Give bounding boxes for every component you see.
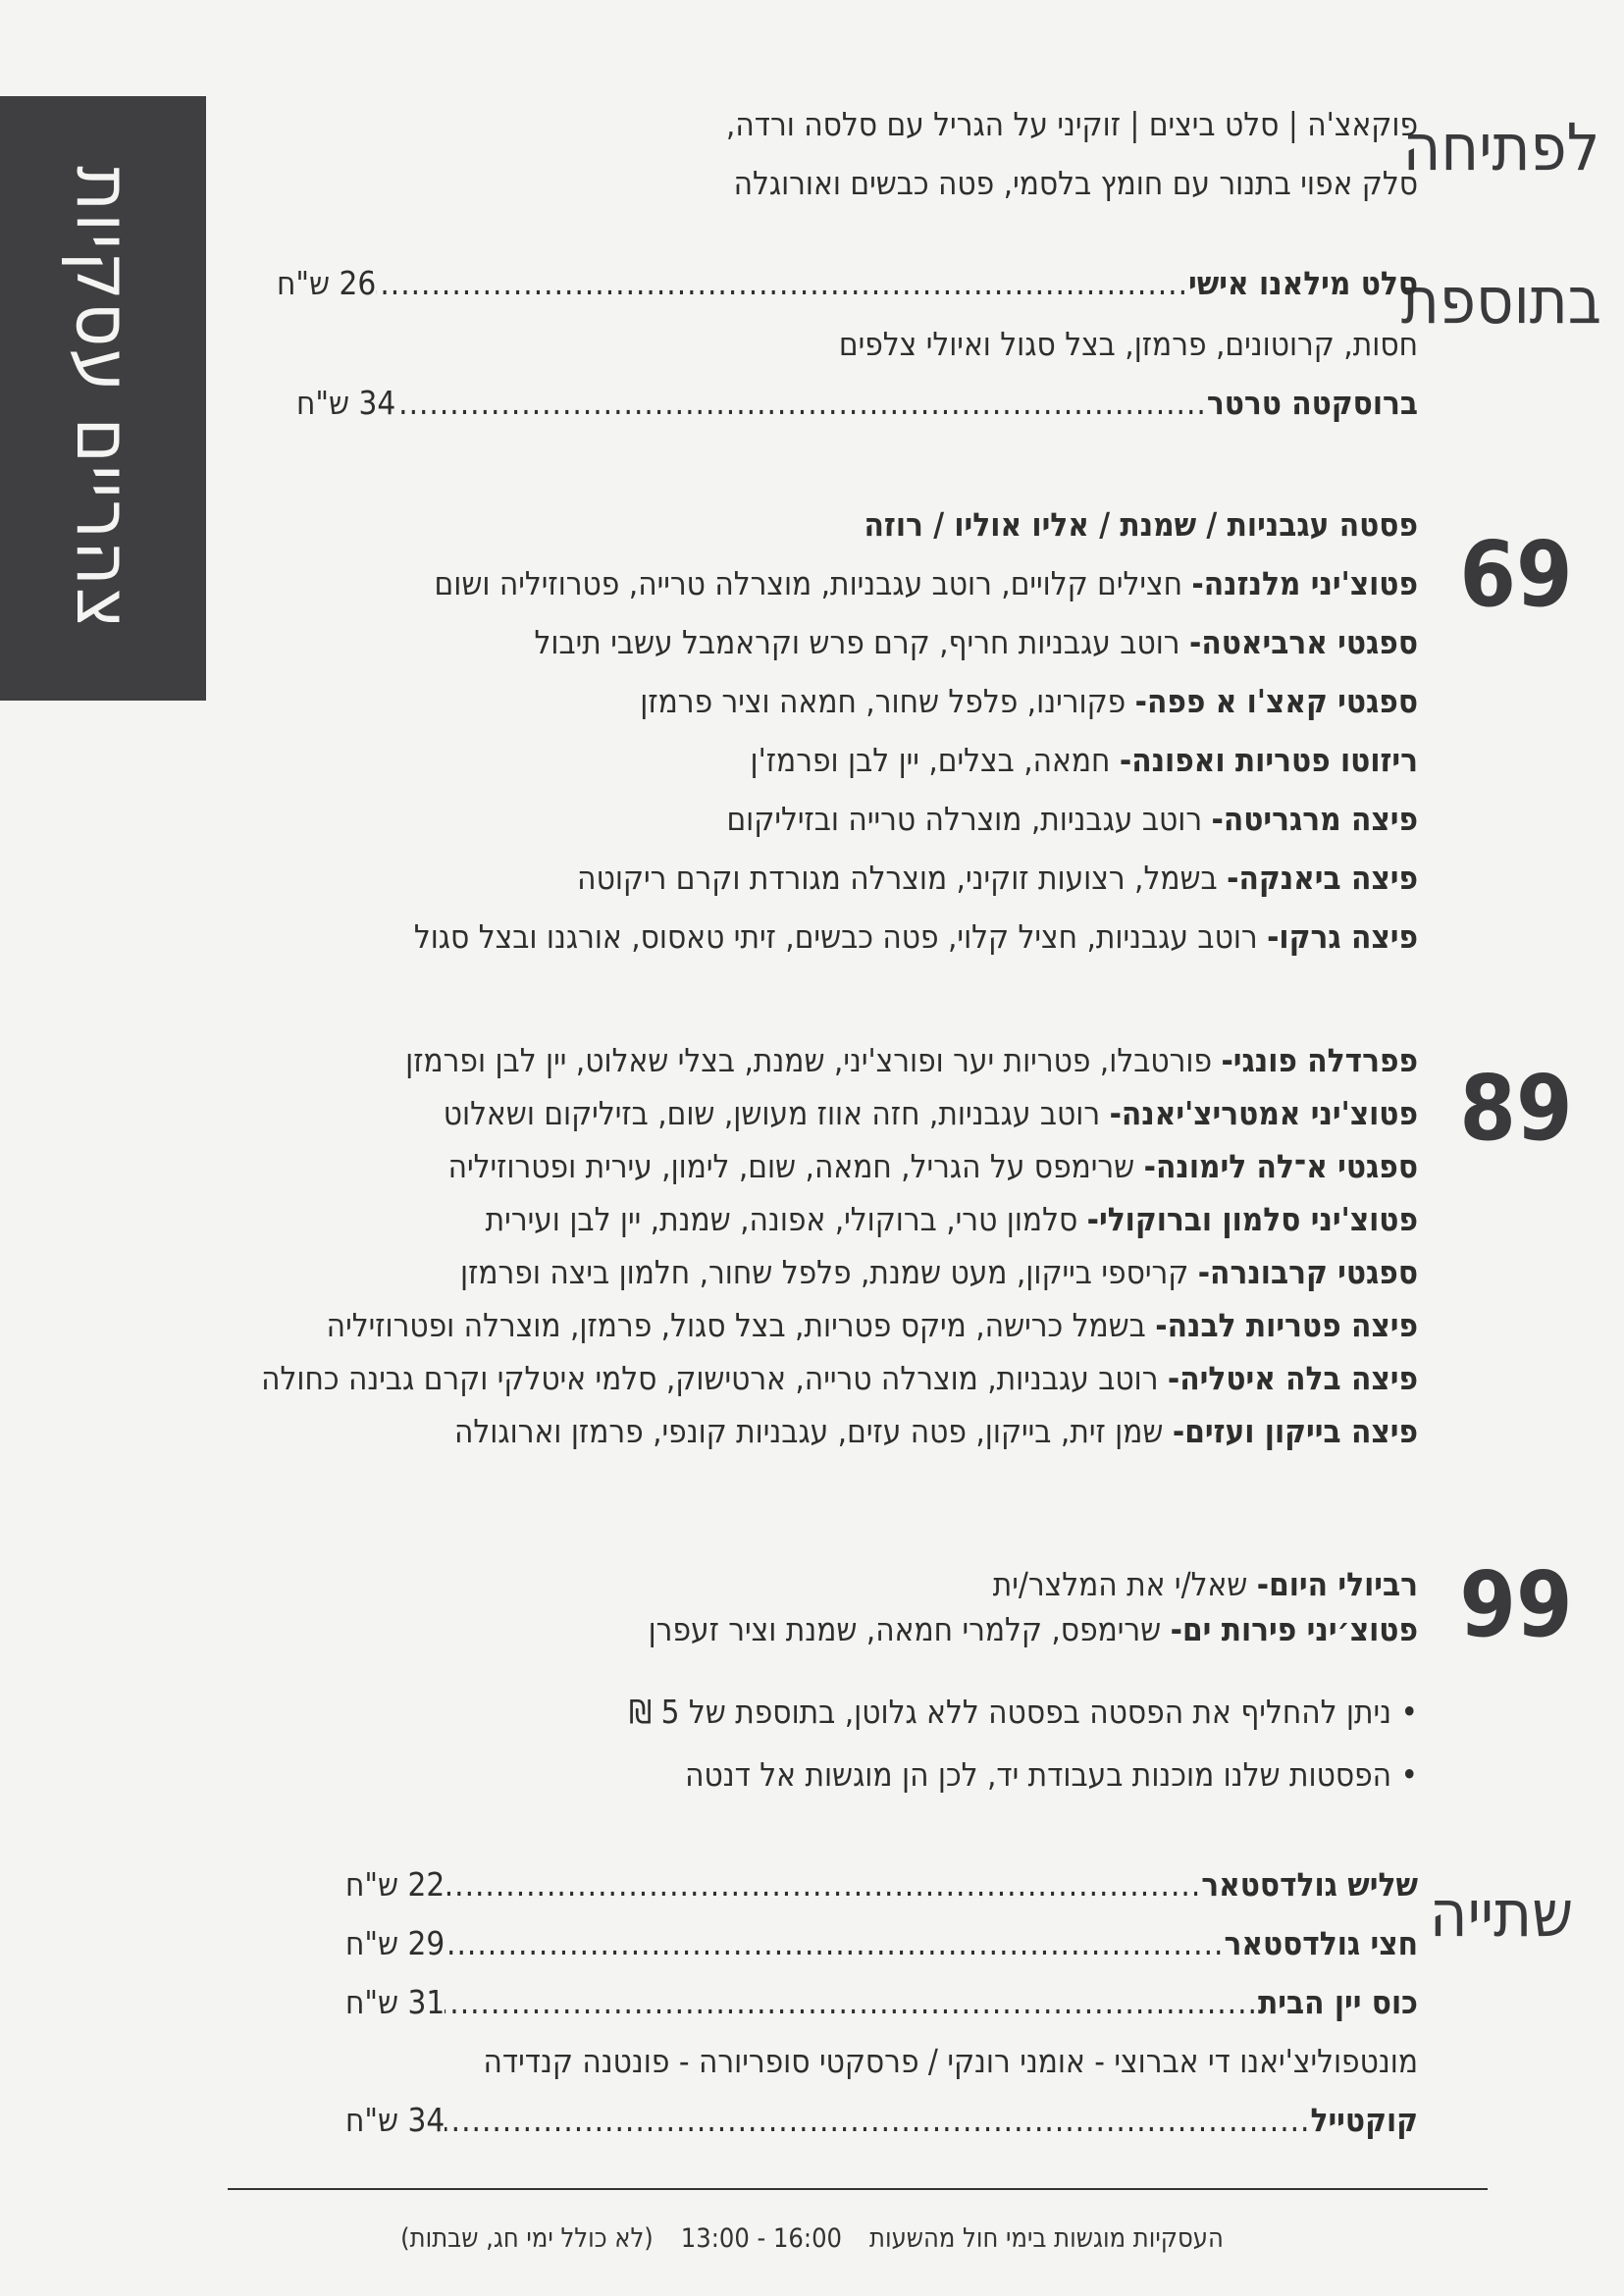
item-name: קוקטייל [1310,2101,1418,2139]
menu-item [993,1564,1418,1604]
item-desc: קריספי בייקון, מעט שמנת, פלפל שחור, חלמון ביצה ופרמזן [460,1253,1198,1291]
item-desc: שרימפס על הגריל, חמאה, שום, לימון, עירית ופטרוזיליה [447,1147,1144,1185]
item-name: ספגטי קאצ'ו א פפה- [1134,682,1418,720]
item-name: שליש גולדסטאר [1201,1865,1418,1904]
item-name: פיצה ביאנקה- [1227,859,1418,897]
item-price: 34 ש"ח [345,2101,445,2139]
item-name: כוס יין הבית [1257,1983,1418,2021]
menu-item [327,1305,1418,1345]
menu-item-bruschetta [292,383,1418,423]
menu-item [405,1040,1418,1080]
item-name: פטוצ'יני אמטריצ'יאנה- [1109,1094,1418,1132]
item-desc: רוטב עגבניות חריף, קרם פרש וקראמבל עשבי תיבול [534,623,1189,661]
note-gluten-free: • ניתן להחליף את הפסטה בפסטה ללא גלוטן, בתוספת של 5 ₪ [628,1693,1418,1731]
menu-item [414,916,1418,957]
item-price: 34 ש"ח [296,384,396,422]
footer-hours: 13:00 - 16:00 [680,2223,842,2254]
menu-item [486,1199,1418,1239]
item-name: פטוצ'יני מלנזנה- [1191,564,1418,602]
p69-header [864,504,1418,545]
section-label-drinks: שתייה [1429,1876,1574,1952]
item-price: 29 ש"ח [345,1924,445,1962]
menu-item [640,681,1418,721]
item-desc: חצילים קלויים, רוטב עגבניות, מוצרלה טרייה, פטרוזיליה ושום [434,564,1192,602]
item-desc: שרימפס, קלמרי חמאה, שמנת וציר זעפרן [648,1610,1171,1648]
footer-divider [228,2188,1488,2190]
item-name: ספגטי קרבונרה- [1197,1253,1418,1291]
drink-item [341,1864,1418,1905]
item-desc: בשמל, רצועות זוקיני, מוצרלה מגורדת וקרם ריקוטה [577,859,1228,897]
item-name: פיצה בייקון ועזים- [1172,1412,1418,1450]
item-name: פפרדלה פונגי- [1221,1041,1418,1079]
item-name: ריזוטו פטריות ואפונה- [1119,741,1418,779]
drink-item [341,1982,1418,2022]
item-desc: רוטב עגבניות, מוצרלה טרייה ובזיליקום [726,800,1212,838]
item-desc: רוטב עגבניות, מוצרלה טרייה, ארטישוק, סלמי איטלקי וקרם גבינה כחולה [261,1359,1168,1397]
menu-item [535,622,1418,662]
menu-item [435,563,1418,603]
side-title: צהריים עסקיות [59,166,147,631]
item-name: פטוצ'יני סלמון וברוקולי- [1086,1200,1418,1238]
menu-item [577,858,1418,898]
price-label-89: 89 [1459,1056,1573,1161]
leader-dots [445,1982,1258,2022]
item-name: פיצה גרקו- [1267,917,1418,956]
footer-exceptions: (לא כולל ימי חג, שבתות) [400,2223,654,2254]
item-desc: סלמון טרי, ברוקולי, אפונה, שמנת, יין לבן ועירית [485,1200,1087,1238]
item-price: 22 ש"ח [345,1865,445,1904]
menu-item [454,1411,1418,1451]
item-name: פיצה בלה איטליה- [1167,1359,1418,1397]
price-label-99: 99 [1459,1552,1573,1657]
item-name: פיצה מרגריטה- [1211,800,1418,838]
item-price: 26 ש"ח [277,264,377,302]
item-desc: פורטבלו, פטריות יער ופורצ'יני, שמנת, בצלי שאלוט, יין לבן ופרמזן [405,1041,1222,1079]
opening-line-2: סלק אפוי בתנור עם חומץ בלסמי, פטה כבשים ואורוגלה [733,164,1418,202]
item-desc: רוטב עגבניות, חזה אווז מעושן, שום, בזיליקום ושאלוט [443,1094,1110,1132]
leader-dots [376,263,1188,303]
item-name: סלט מילאנו אישי [1188,264,1418,302]
item-desc: חמאה, בצלים, יין לבן ופרמז'ן [750,741,1120,779]
item-name: פיצה פטריות לבנה- [1155,1306,1418,1344]
price-label-69: 69 [1459,522,1573,627]
leader-dots [395,383,1207,423]
menu-item [751,740,1418,780]
leader-dots [445,1864,1201,1905]
menu-item-milano-salad [273,263,1418,303]
item-name: חצי גולדסטאר [1224,1924,1418,1962]
drink-item-cocktail [341,2100,1418,2140]
item-desc: שאל/י את המלצר/ית [992,1565,1257,1603]
item-desc: שמן זית, בייקון, פטה עזים, עגבניות קונפי, פרמזן וארוגולה [454,1412,1173,1450]
item-name: פטוצ׳יני פירות ים- [1170,1610,1418,1648]
milano-salad-description: חסות, קרוטונים, פרמזן, בצל סגול ואיולי צלפים [838,325,1418,363]
menu-item [460,1252,1418,1292]
item-name: ספגטי ארביאטה- [1189,623,1418,661]
item-desc: פקורינו, פלפל שחור, חמאה וציר פרמזן [640,682,1135,720]
menu-item [649,1609,1418,1649]
item-name: ספגטי א־לה לימונה- [1143,1147,1418,1185]
wine-note: מונטפוליצ'יאנו די אברוצי - אומני רונקי / פרסקטי סופריורה - פונטנה קנדידה [483,2042,1418,2080]
menu-item [448,1146,1418,1186]
leader-dots [445,1923,1224,1963]
menu-item [444,1093,1418,1133]
footer-text: העסקיות מוגשות בימי חול מהשעות [868,2223,1224,2254]
drink-item [341,1923,1418,1963]
item-price: 31 ש"ח [345,1983,445,2021]
item-name: רביולי היום- [1256,1565,1418,1603]
section-label-extra: בתוספת [1400,263,1602,339]
section-label-opening: לפתיחה [1402,110,1600,185]
footer [0,2223,1624,2254]
side-banner [0,96,206,701]
opening-line-1: פוקאצ'ה | סלט ביצים | זוקיני על הגריל עם סלסה ורדה, [725,105,1418,143]
item-desc: רוטב עגבניות, חציל קלוי, פטה כבשים, זיתי טאסוס, אורגנו ובצל סגול [413,917,1268,956]
item-name: ברוסקטה טרטר [1206,384,1418,422]
menu-item [261,1358,1418,1398]
note-handmade: • הפסטות שלנו מוכנות בעבודת יד, לכן הן מוגשות אל דנטה [685,1755,1418,1794]
menu-item [726,799,1418,839]
leader-dots [445,2100,1310,2140]
p69-header-text: פסטה עגבניות / שמנת / אליו אוליו / רוזה [864,505,1418,544]
item-desc: בשמל כרישה, מיקס פטריות, בצל סגול, פרמזן, מוצרלה ופטרוזיליה [326,1306,1156,1344]
